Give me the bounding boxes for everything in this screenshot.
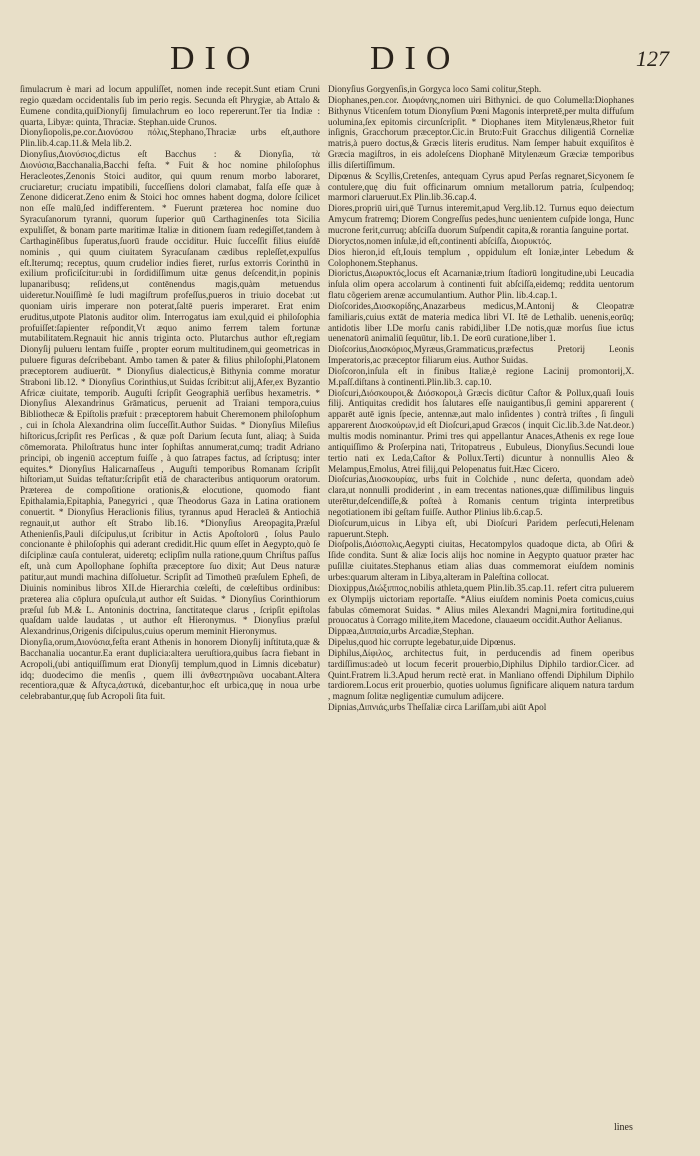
entry-text: Dioſcoron,inſula eſt in finibus Italiæ,è regione Lacinij promontorij,X. M.paſſ.diſtans à continenti.Plin.lib.3. cap.10. [328, 365, 634, 387]
entry-text: Diphilus,Δίφιλος, architectus fuit, in perducendis ad finem operibus tardiſſimus:adeò ut locum fecerit prouerbio,Diphilus Diphilo tardior.Cicer. ad Quint.Fratrem li.3.Apud herum rectè erat. in Manliano offendi Diphilum Diphilo tardiorem.Locus erit prouerbio, quoties uolumus ſignificare aliquem natura tardum , magnum ſolitæ negligentiæ cumulum adijcere. [328, 647, 634, 702]
entry-text: Dios hieron,id eſt,Iouis templum , oppidulum eſt Ioniæ,inter Lebedum & Colophonem.Stephanus. [328, 246, 634, 268]
entry-text: Dionyſius Gorgyenſis,in Gorgyca loco Sami colitur,Steph. [328, 84, 542, 94]
entry-text: Diores,propriū uiri,quē Turnus interemit,apud Verg.lib.12. Turnus equo deiectum Amycum fratremq; Diorem Congreſſus pedes,hunc uenientem cuſpide longa, Hunc mucrone ferit,curruq; abſciſſa duorum Suſpendit capita,& rorantia ſanguine portat. [328, 203, 634, 235]
entry-text: Dioxippus,Διώξιππος,nobilis athleta,quem Plin.lib.35.cap.11. refert citra puluerem ex Olympijs uictoriam reportaſſe. *Alius eiuſdem nominis Poeta comicus,cuius fabulas cōmemorat Suidas. * Alius miles Alexandri Magni,mira fortitudine,qui prouocatus à Corrago milite,item Macedone, clauaeum occidit.Author Aelianus. [328, 582, 634, 626]
page-number: 127 [636, 46, 669, 71]
entry-text: Diophanes,pen.cor. Διοφάνης,nomen uiri Bithynici. de quo Columella:Diophanes Bithynus Vticenſem totum Dionyſium Pœni Magonis interpretē,per multa diffuſum uolumina,ſex epitomis circunſcripſit. * Diophanes item Mitylenæus,Rhetor fuit inſignis, Gracchorum præceptor.Cic.in Bruto:Fuit Gracchus diligentiâ Corneliæ matris,à puero doctus,& Græcis literis eruditus. Nam ſemper habuit exquiſitos è Græcia magiſtros, in eis adoleſcens Diophanē Mitylenæum Græciæ temporibus illis diſertiſſimum. [328, 94, 634, 170]
entry-text: Dioſpolis,Διόσπολις,Aegypti ciuitas, Hecatompylos quadoque dicta, ab Oſiri & Iſide condita. Sunt & aliæ Iocis alijs hoc nomine in Aegypto quatuor præter hac puſillæ ciuitates.Stephanus etiam alias duas commemorat eiuſdem nominis urbes:quarum alteram in Libya,alteram in Paleſtina collocat. [328, 539, 634, 582]
entry-text: Dionyſius,Διονύσιος,dictus eſt Bacchus : & Dionyſia, τὰ Διονύσια,Bacchanalia,Bacchi feſta. * Fuit & hoc nomine philoſophus Heracleotes,Zenonis Stoici auditor, qui quum renum morbo laboraret, cruciaretur; cruciatu impatibili, ſucceſſiens dolori clamabat, falſa eſſe quæ à Zenone didicerat.Zeno enim & Stoici hoc omnes habent dogma, dolore ſcilicet non eſſe malū,ſed indifferentem. * Fuerunt præterea hoc nomine duo Syracuſanorum tyranni, quorum ſuperior quū Carthaginenſes tota Sicilia expuliſſet, & bonam parte maritimæ Italiæ in ditionem ſuam redegiſſet,tandem à Carthaginēſibus ſuperatus,ſuorū fraude occiditur. Huic ſucceſſit filius eiuſdē nominis , qui quum ciuitatem Syracuſanam cædibus repleſſet,expulſus eſt.Iterumq; receptus, quum crudelior indies fieret, rurſus extorris Corinthū in exilium proficiſcitur:ubi in ſordidiſſimum uitæ genus deſcendit,in popinis lupanaribusq; reſidens,ut contēnendus magis,quàm metuendus uideretur.Nouiſſimè ſe ludi magiſtrum profeſſus,pueros in triuio docebat :ut quoniam uiris imperare non poterat,ſaltē pueris imperaret. Erat enim eruditus,utpote Platonis auditor olim. Interrogatus iam exul,quid ei philoſophia profuiſſet:ſapienter reſpondit,Vt æquo animo ferrem talem fortunæ mutabilitatem.Regnauit hic annis triginta octo. Plutarchus author eſt,regiam Dionyſij pulueru lentam fuiſſe , propter eorum multitudinem,qui geometricas in puluere figuras deſcribebant. Ambo tamen & pater & filius philoſophi,Platonem præceptorem audiuerūt. * Dionyſius dialecticus,è Bithynia comme moratur Straboni lib.12. * Dionyſius Corinthius,ut Suidas ſcribit:ut alij,Afer,ex Byzantio Africæ ciuitate, temporib. Auguſti ſcripſit Geographiā uerſibus hexametris. * Dionyſius Alexandrinus Grāmaticus, peruenit ad Traiani tempora,cuius Bibliothecæ & Epiſtolis præfuit : præceptorem habuit Cheremonem philoſophum , cui in ſchola Alexandrina olim ſucceſſit.Author Suidas. * Dionyſius Mileſius hiſtoricus,ſcripſit res Perſicas , & quæ poſt Darium ſecuta ſunt, aliaq; à Suida cōmemorata. Philoſtratus hunc inter ſophiſtas annumerat,cumq; tradit Adriano principi, ob ingeniū acceptum fuiſſe , à quo ſatrapes factus, ad ſcriptusq; inter equites.* Dionyſius Halicarnaſſeus , Auguſti temporibus Romanam ſcripſit hiſtoriam,ut Suidas teſtatur:ſcripſit etiā de characteribus antiquorum oratorum. Præterea de compoſitione orationis,& elocutione, quomodo fiant Epithalamia,Epitaphia, Panegyrici , quæ Theodorus Gaza in Latina orationem conuertit. * Dionyſius Heraclionis filius, tyrannus apud Heracleā & Antiochiā regnauit,ut author eſt Strabo lib.16. *Dionyſius Areopagita,Præſul Athenienſis,Pauli diſcipulus,ut ſcribitur in Actis Apoſtolorū , ſolus Paulo concionante è philoſophis qui aderant credidit.Hic quum eſſet in Aegypto,quò ſe diſciplinæ cauſa contulerat, uideretq; eclipſim nulla ratione,quum Chriſtus paſſus eſt, unà cum Apollophane ſophiſta præceptore ſuo dixit; Aut Deus naturæ patitur,aut mundi machina diſſoluetur. Scripſit ad Timotheū præſulem Epheſi, de Diuinis nominibus libros XII.de Hierarchia cœleſti, de cœleſtibus ordinibus: præterea alia cōplura opuſcula,ut author eſt Suidas. * Dionyſius Corinthiorum præſul ſub M.& L. Antoninis doctrina, ſanctitateque clarus , ſcripſit epiſtolas quaſdam ualde laudatas , ut author eſt Hieronymus. * Dionyſius præſul Alexandrinus,Origenis diſcipulus,cuius operum meminit Hieronymus. [20, 149, 320, 637]
entry-text: Dioſcuri,Διόσκουροι,& Διόσκοροι,à Græcis dicūtur Caſtor & Pollux,quaſi Iouis filij. Antiquitas credidit hos ſalutares eſſe nauigantibus,ſi gemini apparerent ( apparēt autē ignis ſpecie, antennæ,aut malo inſidentes ) contrà triſtes , ſi ſinguli apparerent Διοσκούρων,id eſt Dioſcuri,apud Græcos ( inquit Cic.lib.3.de Nat.deor.) multis modis nominantur. Primi tres qui appellantur Anaces,Athenis ex rege Ioue antiquiſſimo & Proſerpina nati, Tritopatreus , Eubuleus, Dionyſius.Secundi loue tertio nati ex Leda,Caſtor & Pollux.Terti) dicuntur à nonnullis Aleo & Melampus,Emolus, Atrei filij,qui Pelopenatus fuit.Hæc Cicero. [328, 387, 634, 474]
entry-text: ſimulacrum è mari ad locum appuliſſet, nomen inde recepit.Sunt etiam Cruni regio quædam occidentalis ſub im perio regis. Secunda eſt Phrygiæ, ab Attalo & Eumene condita,quiDionyſij ſimulachrum eo loco repererunt.Ter tia Indiæ : quarta, Libyæ: quinta, Thraciæ. Stephan.uide Crunos. [20, 84, 320, 127]
entry-text: Dippæa,Διππαία,urbs Arcadiæ,Stephan. [328, 626, 474, 637]
catchword: lines [614, 1122, 633, 1133]
entry-text: Dioſcorides,Διοσκορίδης,Anazarbeus medicus,M.Antonij & Cleopatræ familiaris,cuius extāt de materia medica libri VI. Itē de Lethalib. uenenis,eorūq; antidotis liber I.De morſu canis rabidi,liber I.De notis,quæ morſus ſiue ictus uenenatorū animaliū ſequūtur, lib.1. De eorū curatione,liber 1. [328, 300, 634, 344]
running-header [0, 40, 700, 77]
entry-text: Diorictus,Διωρυκτός,locus eſt Acarnaniæ,trium ſtadiorū longitudine,ubi Leucadia inſula olim opera accolarum à continenti fuit abſciſſa,eidemq; reddita uentorum flatu cõgeriem arenæ accumulantium. Author Plin. lib.4.cap.1. [328, 268, 634, 301]
entry-text: Dioryctos,nomen inſulæ,id eſt,continenti abſciſſa, Διορυκτός. [328, 235, 552, 246]
entry-text: Dionyſiopolis,pe.cor.Διονύσου πόλις,Stephano,Thraciæ urbs eſt,authore Plin.lib.4.cap.11.& Mela lib.2. [20, 127, 320, 149]
running-head-left: DIO [170, 40, 261, 77]
entry-text: Dipelus,quod hic corrupte legebatur,uide Dipœnus. [328, 637, 516, 648]
entry-text: Dioſcorius,Διοσκόριος,Myræus,Grammaticus,præfectus Pretorij Leonis Imperatoris,ac præceptor filiarum eius. Author Suidas. [328, 344, 634, 366]
right-column [328, 84, 634, 713]
entry-text: Dioſcurias,Διοσκουρίας, urbs fuit in Colchide , nunc deſerta, quondam adeò clara,ut nonnulli prodiderint , in eam trecentas nationes,quæ diſſimilibus linguis uterētur,deſcendiſſe,& poſteà à Romanis centum triginta interpretibus negotiationem ibi geſtam fuiſſe. Author Plinius lib.6.cap.5. [328, 474, 634, 517]
entry-text: Dioſcurum,uicus in Libya eſt, ubi Dioſcuri Paridem perſecuti,Helenam rapuerunt.Steph. [328, 517, 634, 539]
running-head-right: DIO [370, 40, 461, 77]
entry-text: Dionyſia,orum,Διονύσια,feſta erant Athenis in honorem Dionyſij inſtituta,quæ & Bacchanalia uocantur.Ea erant duplicia:altera ueruſtiora,quibus ſacra fiebant in Acropoli,(ubi antiquiſſimum erat Dionyſij templum,quod in Limnis dicebatur) idq; duodecimo die menſis , quem illi ἀνθεστηριῶνα uocabant.Altera recentiora,quæ & Aſtyca,ἀστικά, dicebantur,hoc eſt urbica,quę in noua urbe celebrabantur,quę ſub Acropoli ſita fuit. [20, 637, 320, 702]
entry-text: Dipnias,Διπνιάς,urbs Theſſaliæ circa Lariſſam,ubi aiūt Apol [328, 702, 547, 713]
left-column [20, 84, 320, 702]
entry-text: Dipœnus & Scyllis,Cretenſes, antequam Cyrus apud Perſas regnaret,Sicyonem ſe contulere,quę diu fuit officinarum omnium metallorum patria, ſculpendoq; marmori clarueruut.Ex Plin.lib.36.cap.4. [328, 170, 634, 203]
